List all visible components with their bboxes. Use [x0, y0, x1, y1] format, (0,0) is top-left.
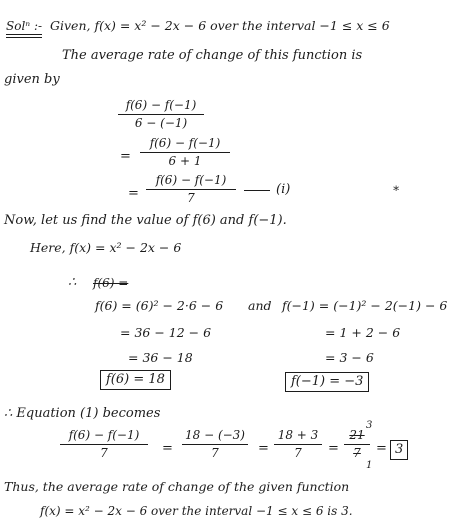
f6-line-2: = 36 − 12 − 6 [120, 325, 212, 340]
fm1-result-box: f(−1) = −3 [285, 372, 369, 392]
equation-becomes-line: ∴ Equation (1) becomes [4, 406, 161, 421]
conclusion-line-2: f(x) = x² − 2x − 6 over the interval −1 ≤ x ≤ 6 is 3. [40, 504, 353, 518]
fraction-bar [274, 444, 322, 445]
final-fraction-1 [60, 428, 148, 461]
intro-line: The average rate of change of this function is [62, 48, 363, 63]
equals-sign-2: = [120, 149, 131, 164]
rate-fraction-1-denominator: 6 − (−1) [134, 116, 188, 130]
stray-mark: ∗ [392, 181, 401, 195]
fm1-line-3: = 3 − 6 [325, 350, 374, 365]
fraction-bar [182, 444, 248, 445]
f6-line-1: f(6) = (6)² − 2·6 − 6 [95, 298, 224, 313]
conclusion-line-1: Thus, the average rate of change of the given function [4, 479, 350, 494]
and-word: and [248, 298, 272, 313]
final-fraction-1-denominator: 7 [100, 446, 108, 460]
f6-line-3: = 36 − 18 [128, 350, 193, 365]
fm1-line-1: f(−1) = (−1)² − 2(−1) − 6 [282, 298, 448, 313]
cancel-result-3: 3 [366, 420, 373, 431]
solution-label-underline [6, 34, 42, 35]
final-fraction-4-numerator: 21 [349, 428, 365, 442]
therefore-symbol: ∴ [68, 275, 77, 290]
fraction-bar [118, 114, 204, 115]
solution-label: Solⁿ :- [6, 19, 43, 33]
final-fraction-4-denominator: 7 [353, 446, 361, 460]
equals-sign-3: = [128, 186, 139, 201]
reference-dash [244, 190, 270, 191]
final-fraction-2 [182, 428, 248, 461]
equation-reference: (i) [276, 182, 291, 197]
final-equals-1: = [162, 441, 173, 456]
rate-fraction-2-denominator: 6 + 1 [168, 154, 202, 168]
final-fraction-2-numerator: 18 − (−3) [184, 428, 245, 442]
rate-fraction-1-numerator: f(6) − f(−1) [125, 98, 197, 112]
rate-fraction-3-numerator: f(6) − f(−1) [155, 173, 227, 187]
final-equals-4: = [376, 441, 387, 456]
rate-fraction-3 [146, 173, 236, 206]
final-fraction-1-numerator: f(6) − f(−1) [68, 428, 140, 442]
given-line: Given, f(x) = x² − 2x − 6 over the interval −1 ≤ x ≤ 6 [50, 18, 390, 33]
final-answer-box: 3 [390, 440, 408, 460]
solution-label-underline-2 [6, 37, 42, 38]
fraction-bar [146, 189, 236, 190]
final-fraction-3-numerator: 18 + 3 [277, 428, 319, 442]
given-by-line: given by [4, 72, 60, 87]
final-equals-3: = [328, 441, 339, 456]
fraction-bar [140, 152, 230, 153]
now-line: Now, let us find the value of f(6) and f(−1). [4, 213, 287, 228]
rate-fraction-3-denominator: 7 [187, 191, 195, 205]
fraction-bar [344, 444, 370, 445]
final-fraction-2-denominator: 7 [211, 446, 219, 460]
final-equals-2: = [258, 441, 269, 456]
rate-fraction-1 [118, 98, 204, 131]
here-line: Here, f(x) = x² − 2x − 6 [30, 240, 182, 255]
fm1-line-2: = 1 + 2 − 6 [325, 325, 401, 340]
cancel-result-1: 1 [366, 460, 373, 471]
struck-out-text: f(6) = [93, 276, 129, 290]
rate-fraction-2-numerator: f(6) − f(−1) [149, 136, 221, 150]
final-fraction-3-denominator: 7 [294, 446, 302, 460]
f6-result-box: f(6) = 18 [100, 370, 171, 390]
final-fraction-3 [274, 428, 322, 461]
fraction-bar [60, 444, 148, 445]
rate-fraction-2 [140, 136, 230, 169]
